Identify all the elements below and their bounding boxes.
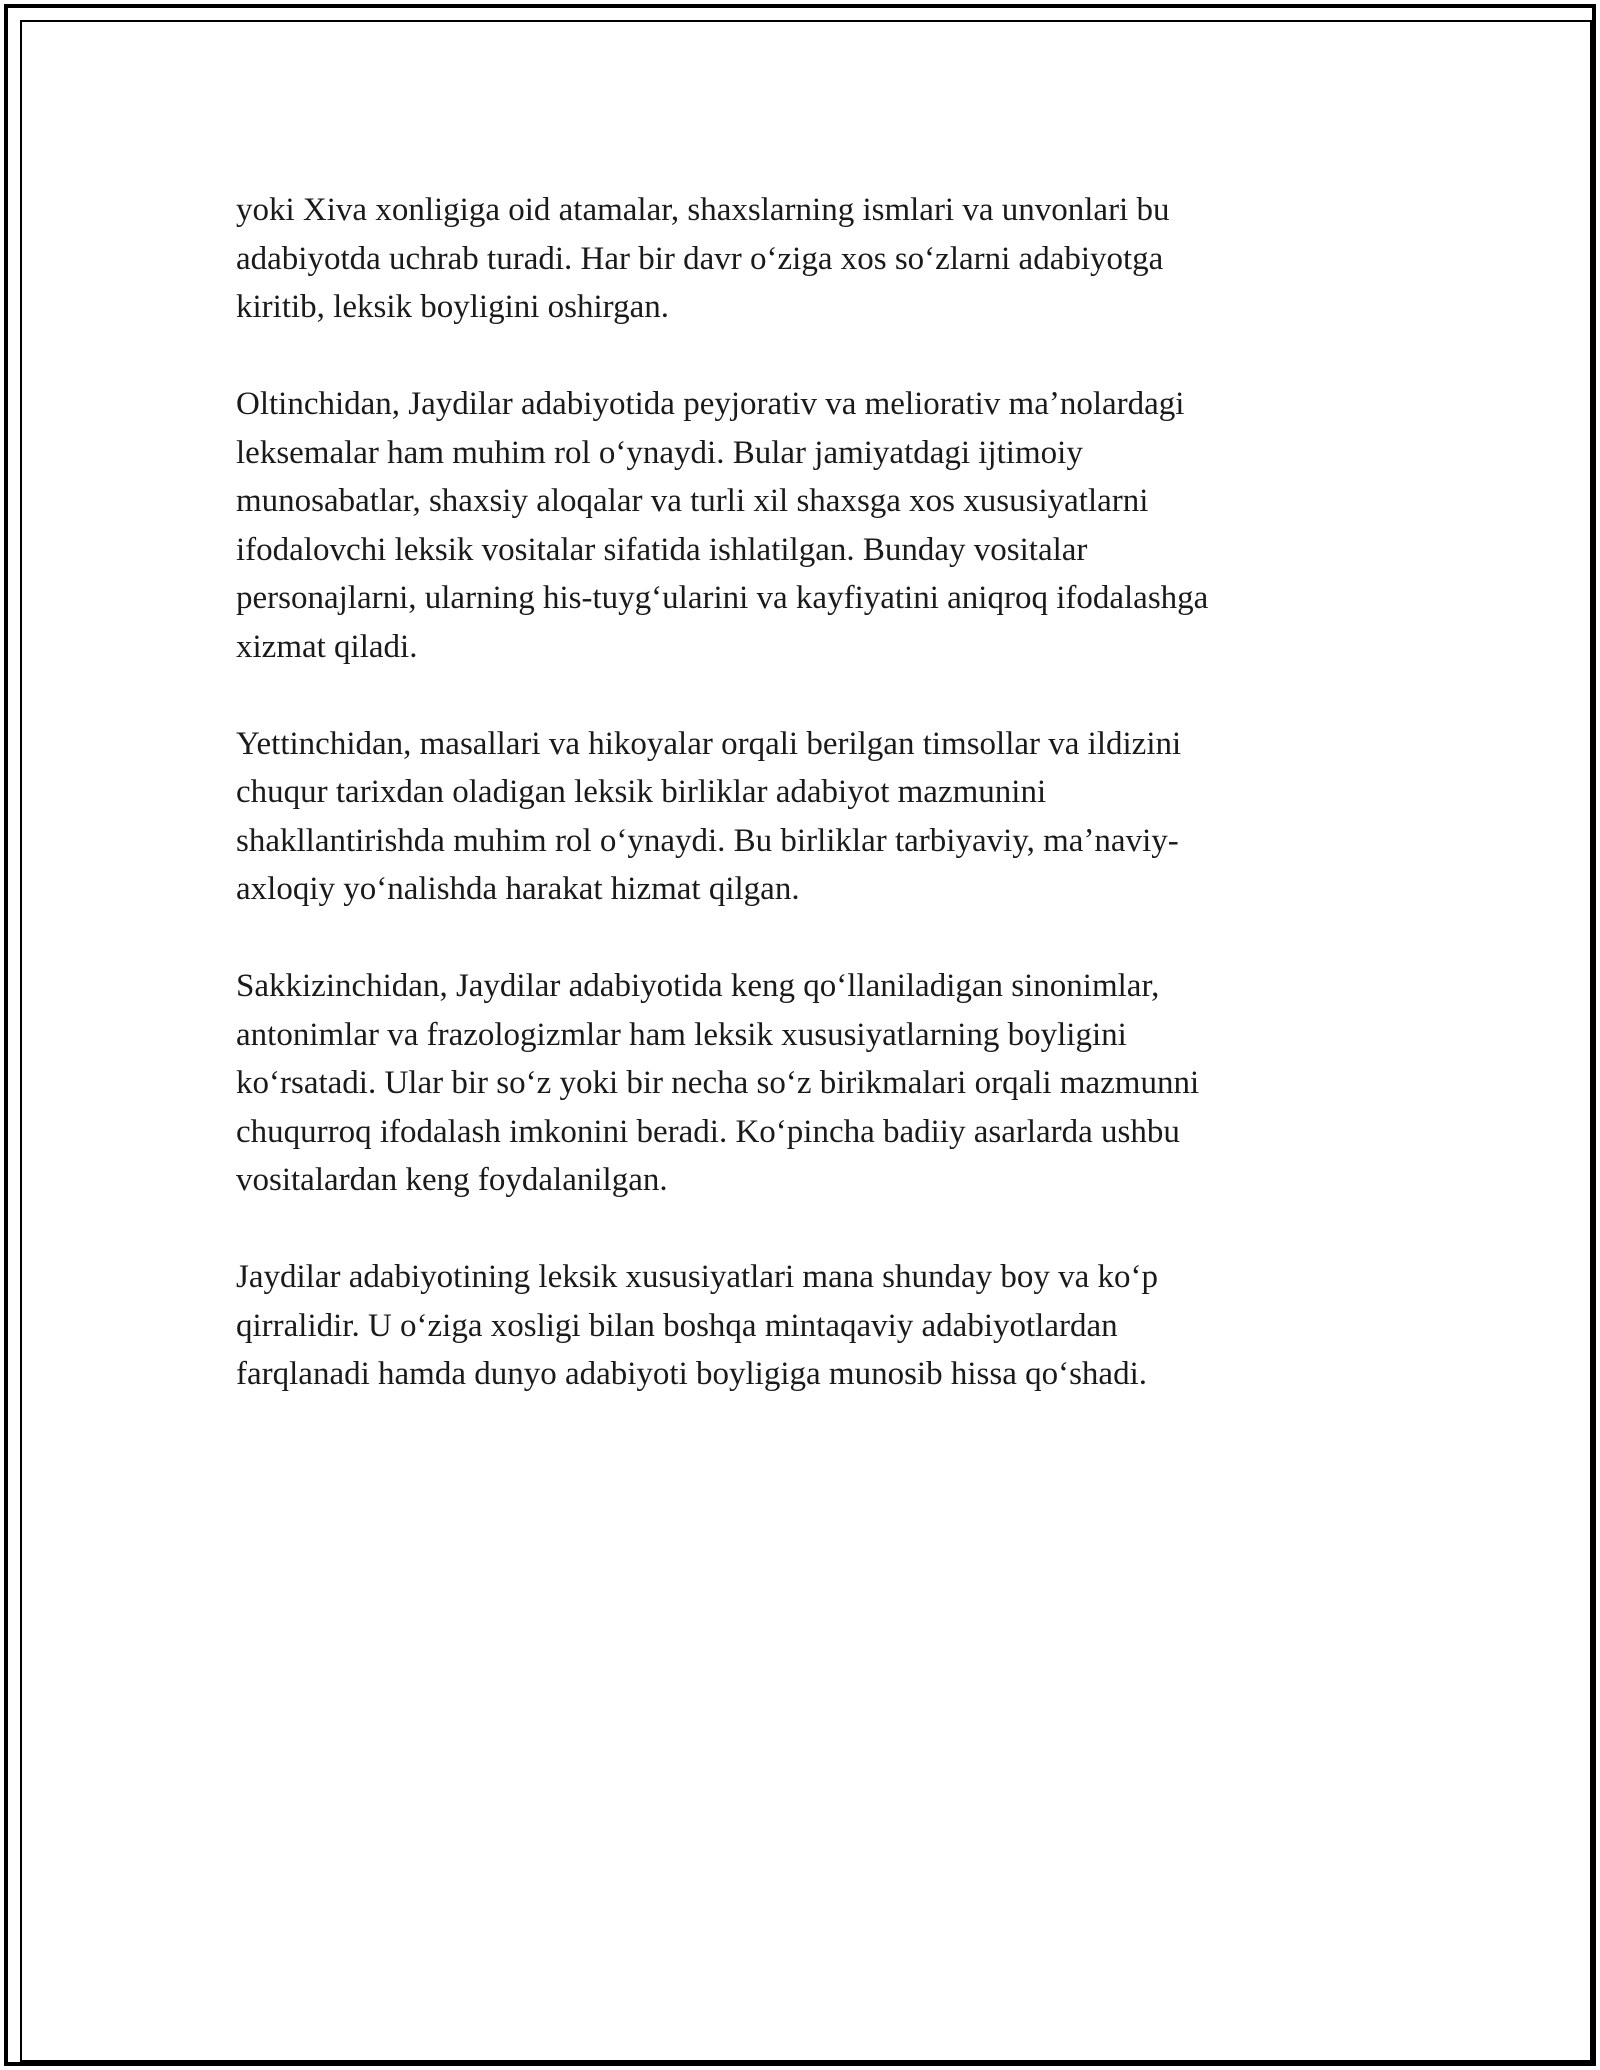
document-body: [236, 186, 1344, 1447]
paragraph-5: Jaydilar adabiyotining leksik xususiyatlari mana shunday boy va koʻp qirralidir. U oʻziga xosligi bilan boshqa mintaqaviy adabiyotlardan farqlanadi hamda dunyo adabiyoti boyligiga munosib hissa qoʻshadi.: [236, 1259, 1158, 1392]
paragraph-4: Sakkizinchidan, Jaydilar adabiyotida keng qoʻllaniladigan sinonimlar, antonimlar va frazologizmlar ham leksik xususiyatlarning boyligini koʻrsatadi. Ular bir soʻz yoki bir necha soʻz birikmalari orqali mazmunni chuqurroq ifodalash imkonini beradi. Koʻpincha badiiy asarlarda ushbu vositalardan keng foydalanilgan.: [236, 968, 1200, 1198]
paragraph-2: Oltinchidan, Jaydilar adabiyotida peyjorativ va meliorativ maʼnolardagi leksemalar ham muhim rol oʻynaydi. Bular jamiyatdagi ijtimoiy munosabatlar, shaxsiy aloqalar va turli xil shaxsga xos xususiyatlarni ifodalovchi leksik vositalar sifatida ishlatilgan. Bunday vositalar personajlarni, ularning his-tuygʻularini va kayfiyatini aniqroq ifodalashga xizmat qiladi.: [236, 386, 1209, 665]
paragraph-1: yoki Xiva xonligiga oid atamalar, shaxslarning ismlari va unvonlari bu adabiyotda uchrab turadi. Har bir davr oʻziga xos soʻzlarni adabiyotga kiritib, leksik boyligini oshirgan.: [236, 192, 1170, 325]
paragraph-3: Yettinchidan, masallari va hikoyalar orqali berilgan timsollar va ildizini chuqur tarixdan oladigan leksik birliklar adabiyot mazmunini shakllantirishda muhim rol oʻynaydi. Bu birliklar tarbiyaviy, maʼnaviy- axloqiy yoʻnalishda harakat hizmat qilgan.: [236, 725, 1182, 907]
